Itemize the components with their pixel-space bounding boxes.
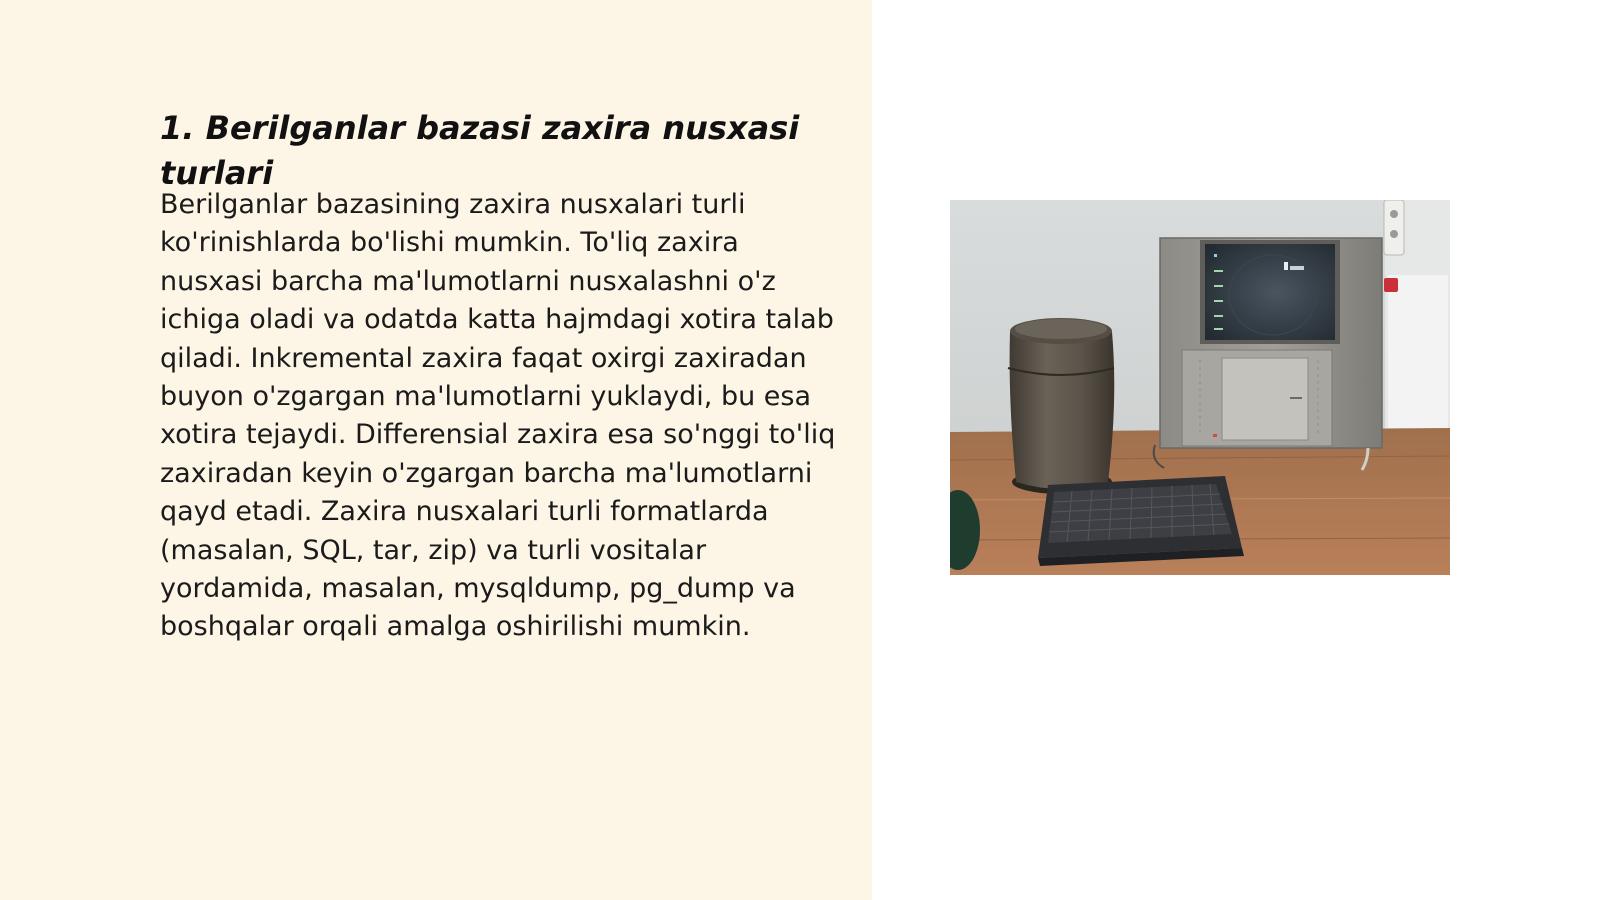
vintage-computer-photo [950,200,1450,575]
slide-body-text: Berilganlar bazasining zaxira nusxalari turli ko'rinishlarda bo'lishi mumkin. To'liq zaxira nusxasi barcha ma'lumotlarni nusxalashni o'z ichiga oladi va odatda katta hajmdagi xotira talab qiladi. Inkremental zaxira faqat oxirgi zaxiradan buyon o'zgargan ma'lumotlarni yuklaydi, bu esa xotira tejaydi. Differensial zaxira esa so'nggi to'liq zaxiradan keyin o'zgargan barcha ma'lumotlarni qayd etadi. Zaxira nusxalari turli formatlarda (masalan, SQL, tar, zip) va turli vositalar yordamida, masalan, mysqldump, pg_dump va boshqalar orqali amalga oshirilishi mumkin. [160,189,836,643]
slide-title: 1. Berilganlar bazasi zaxira nusxasi turlari [160,109,800,192]
